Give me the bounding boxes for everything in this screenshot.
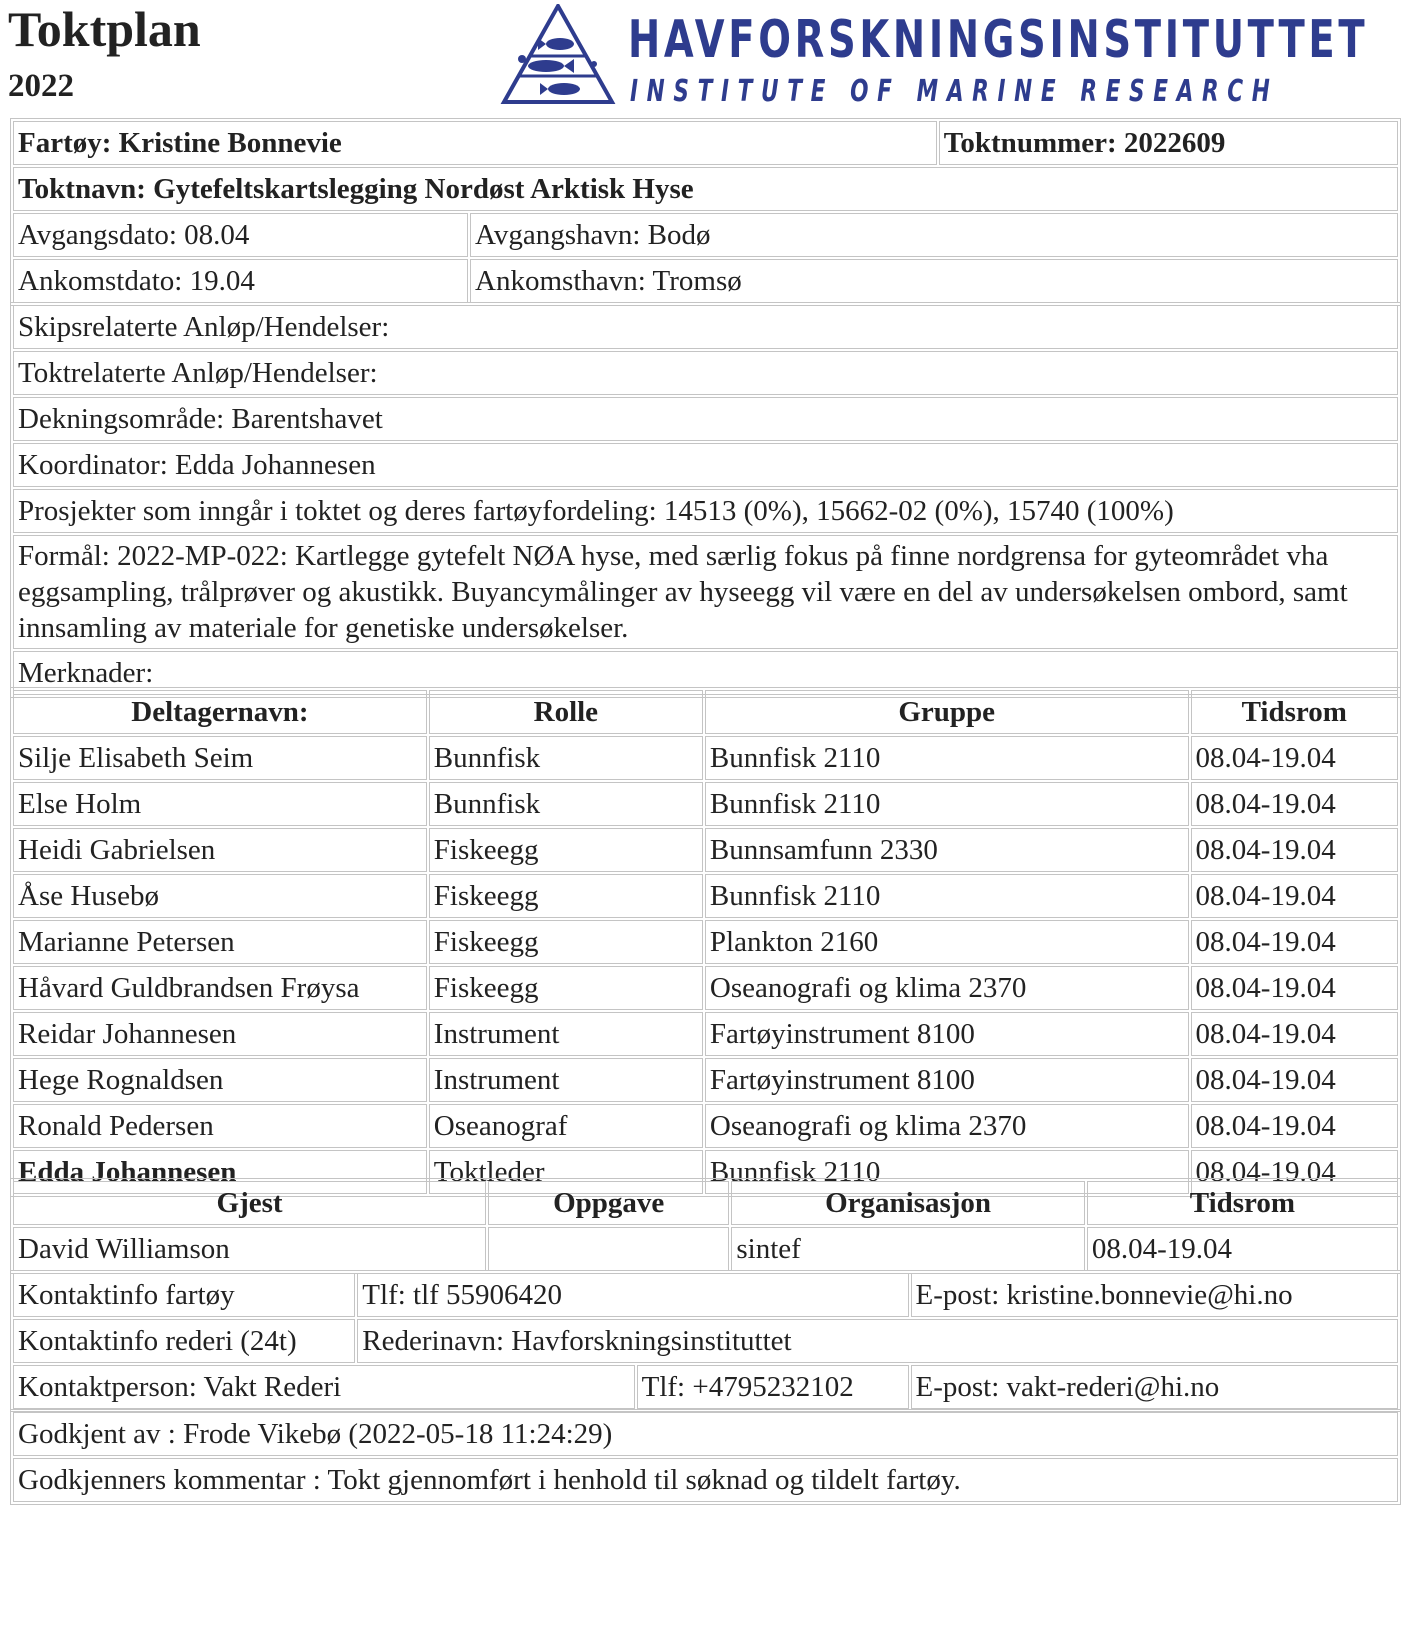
guest-period: 08.04-19.04: [1087, 1227, 1398, 1271]
participant-name: Silje Elisabeth Seim: [13, 736, 427, 780]
participant-role: Instrument: [429, 1058, 703, 1102]
participant-role: Oseanograf: [429, 1104, 703, 1148]
participant-period: 08.04-19.04: [1191, 782, 1398, 826]
participant-name: Håvard Guldbrandsen Frøysa: [13, 966, 427, 1010]
owner-name: Rederinavn: Havforskningsinstituttet: [357, 1319, 1398, 1363]
participant-group: Fartøyinstrument 8100: [705, 1058, 1189, 1102]
participant-row: [13, 782, 1398, 826]
participant-row: [13, 874, 1398, 918]
participant-row: [13, 736, 1398, 780]
contact-person: Kontaktperson: Vakt Rederi: [13, 1365, 635, 1409]
cruise-number-cell: Toktnummer: 2022609: [939, 121, 1398, 165]
participant-group: Bunnsamfunn 2330: [705, 828, 1189, 872]
guests-table: [10, 1178, 1401, 1274]
guests-header-period: Tidsrom: [1087, 1181, 1398, 1225]
institute-logo: [500, 4, 1415, 108]
participant-group: Bunnfisk 2110: [705, 1150, 1189, 1194]
participant-name: Heidi Gabrielsen: [13, 828, 427, 872]
participants-header-role: Rolle: [429, 690, 703, 734]
participants-header-period: Tidsrom: [1191, 690, 1398, 734]
remarks-cell: Merknader:: [13, 651, 1398, 695]
arrival-port-cell: Ankomsthavn: Tromsø: [470, 259, 1398, 303]
participant-period: 08.04-19.04: [1191, 736, 1398, 780]
cruise-name-cell: Toktnavn: Gytefeltskartslegging Nordøst Arktisk Hyse: [13, 167, 1398, 211]
participant-group: Plankton 2160: [705, 920, 1189, 964]
coordinator-cell: Koordinator: Edda Johannesen: [13, 443, 1398, 487]
participant-role: Instrument: [429, 1012, 703, 1056]
purpose-cell: Formål: 2022-MP-022: Kartlegge gytefelt NØA hyse, med særlig fokus på finne nordgrensa for gyteområdet vha eggsampling, trålprøver og akustikk. Buyancymålinger av hyseegg vil være en del av undersøkelsen ombord, samt innsamling av materiale for genetiske undersøkelser.: [13, 535, 1398, 649]
participant-name: Marianne Petersen: [13, 920, 427, 964]
arrival-date-cell: Ankomstdato: 19.04: [13, 259, 468, 303]
participant-period: 08.04-19.04: [1191, 1012, 1398, 1056]
contact-table: [10, 1270, 1401, 1412]
departure-date-cell: Avgangsdato: 08.04: [13, 213, 468, 257]
participant-role: Fiskeegg: [429, 920, 703, 964]
departure-port-cell: Avgangshavn: Bodø: [470, 213, 1398, 257]
cruise-info-table: [10, 118, 1401, 306]
guests-header-task: Oppgave: [488, 1181, 729, 1225]
participant-row: [13, 1058, 1398, 1102]
participant-period: 08.04-19.04: [1191, 966, 1398, 1010]
approved-by: Godkjent av : Frode Vikebø (2022-05-18 11:24:29): [13, 1412, 1398, 1456]
participant-role: Toktleder: [429, 1150, 703, 1194]
logo-name-norwegian: HAVFORSKNINGSINSTITUTTET: [628, 10, 1369, 70]
participant-row: [13, 1012, 1398, 1056]
participant-role: Fiskeegg: [429, 828, 703, 872]
vessel-cell: Fartøy: Kristine Bonnevie: [13, 121, 937, 165]
ship-events-cell: Skipsrelaterte Anløp/Hendelser:: [13, 305, 1398, 349]
page-header: [0, 0, 1415, 118]
participant-name: Ronald Pedersen: [13, 1104, 427, 1148]
participant-role: Bunnfisk: [429, 782, 703, 826]
participant-period: 08.04-19.04: [1191, 1104, 1398, 1148]
participant-group: Oseanografi og klima 2370: [705, 1104, 1189, 1148]
vessel-contact-label: Kontaktinfo fartøy: [13, 1273, 355, 1317]
participant-row: [13, 966, 1398, 1010]
participants-header-group: Gruppe: [705, 690, 1189, 734]
page-title: Toktplan: [8, 1, 201, 57]
participant-name: Hege Rognaldsen: [13, 1058, 427, 1102]
guest-row: [13, 1227, 1398, 1271]
guest-task: [488, 1227, 729, 1271]
cruise-events-cell: Toktrelaterte Anløp/Hendelser:: [13, 351, 1398, 395]
guests-header-organization: Organisasjon: [731, 1181, 1084, 1225]
coverage-cell: Dekningsområde: Barentshavet: [13, 397, 1398, 441]
participant-name: Åse Husebø: [13, 874, 427, 918]
participant-period: 08.04-19.04: [1191, 828, 1398, 872]
vessel-email: E-post: kristine.bonnevie@hi.no: [911, 1273, 1398, 1317]
guest-name: David Williamson: [13, 1227, 486, 1271]
participant-group: Bunnfisk 2110: [705, 782, 1189, 826]
guest-organization: sintef: [731, 1227, 1084, 1271]
contact-email: E-post: vakt-rederi@hi.no: [911, 1365, 1398, 1409]
approval-table: [10, 1409, 1401, 1505]
participants-table: [10, 687, 1401, 1197]
approver-comment: Godkjenners kommentar : Tokt gjennomført i henhold til søknad og tildelt fartøy.: [13, 1458, 1398, 1502]
participant-row: [13, 1104, 1398, 1148]
cruise-details-table: [10, 302, 1401, 698]
participant-row: [13, 828, 1398, 872]
participant-name: Edda Johannesen: [13, 1150, 427, 1194]
vessel-phone: Tlf: tlf 55906420: [357, 1273, 908, 1317]
participant-period: 08.04-19.04: [1191, 1150, 1398, 1194]
participant-period: 08.04-19.04: [1191, 874, 1398, 918]
participants-header-name: Deltagernavn:: [13, 690, 427, 734]
participant-name: Reidar Johannesen: [13, 1012, 427, 1056]
participant-period: 08.04-19.04: [1191, 920, 1398, 964]
participant-name: Else Holm: [13, 782, 427, 826]
logo-name-english: INSTITUTE OF MARINE RESEARCH: [630, 74, 1279, 109]
projects-cell: Prosjekter som inngår i toktet og deres fartøyfordeling: 14513 (0%), 15662-02 (0%), 15740 (100%): [13, 489, 1398, 533]
guests-header-name: Gjest: [13, 1181, 486, 1225]
fish-pyramid-logo-icon: [500, 4, 620, 108]
participant-role: Fiskeegg: [429, 966, 703, 1010]
participant-role: Bunnfisk: [429, 736, 703, 780]
owner-contact-label: Kontaktinfo rederi (24t): [13, 1319, 355, 1363]
participant-period: 08.04-19.04: [1191, 1058, 1398, 1102]
participant-group: Bunnfisk 2110: [705, 874, 1189, 918]
page-year: 2022: [8, 68, 74, 104]
participant-group: Fartøyinstrument 8100: [705, 1012, 1189, 1056]
participant-row: [13, 920, 1398, 964]
contact-phone: Tlf: +4795232102: [637, 1365, 909, 1409]
participant-role: Fiskeegg: [429, 874, 703, 918]
participant-group: Oseanografi og klima 2370: [705, 966, 1189, 1010]
participant-group: Bunnfisk 2110: [705, 736, 1189, 780]
